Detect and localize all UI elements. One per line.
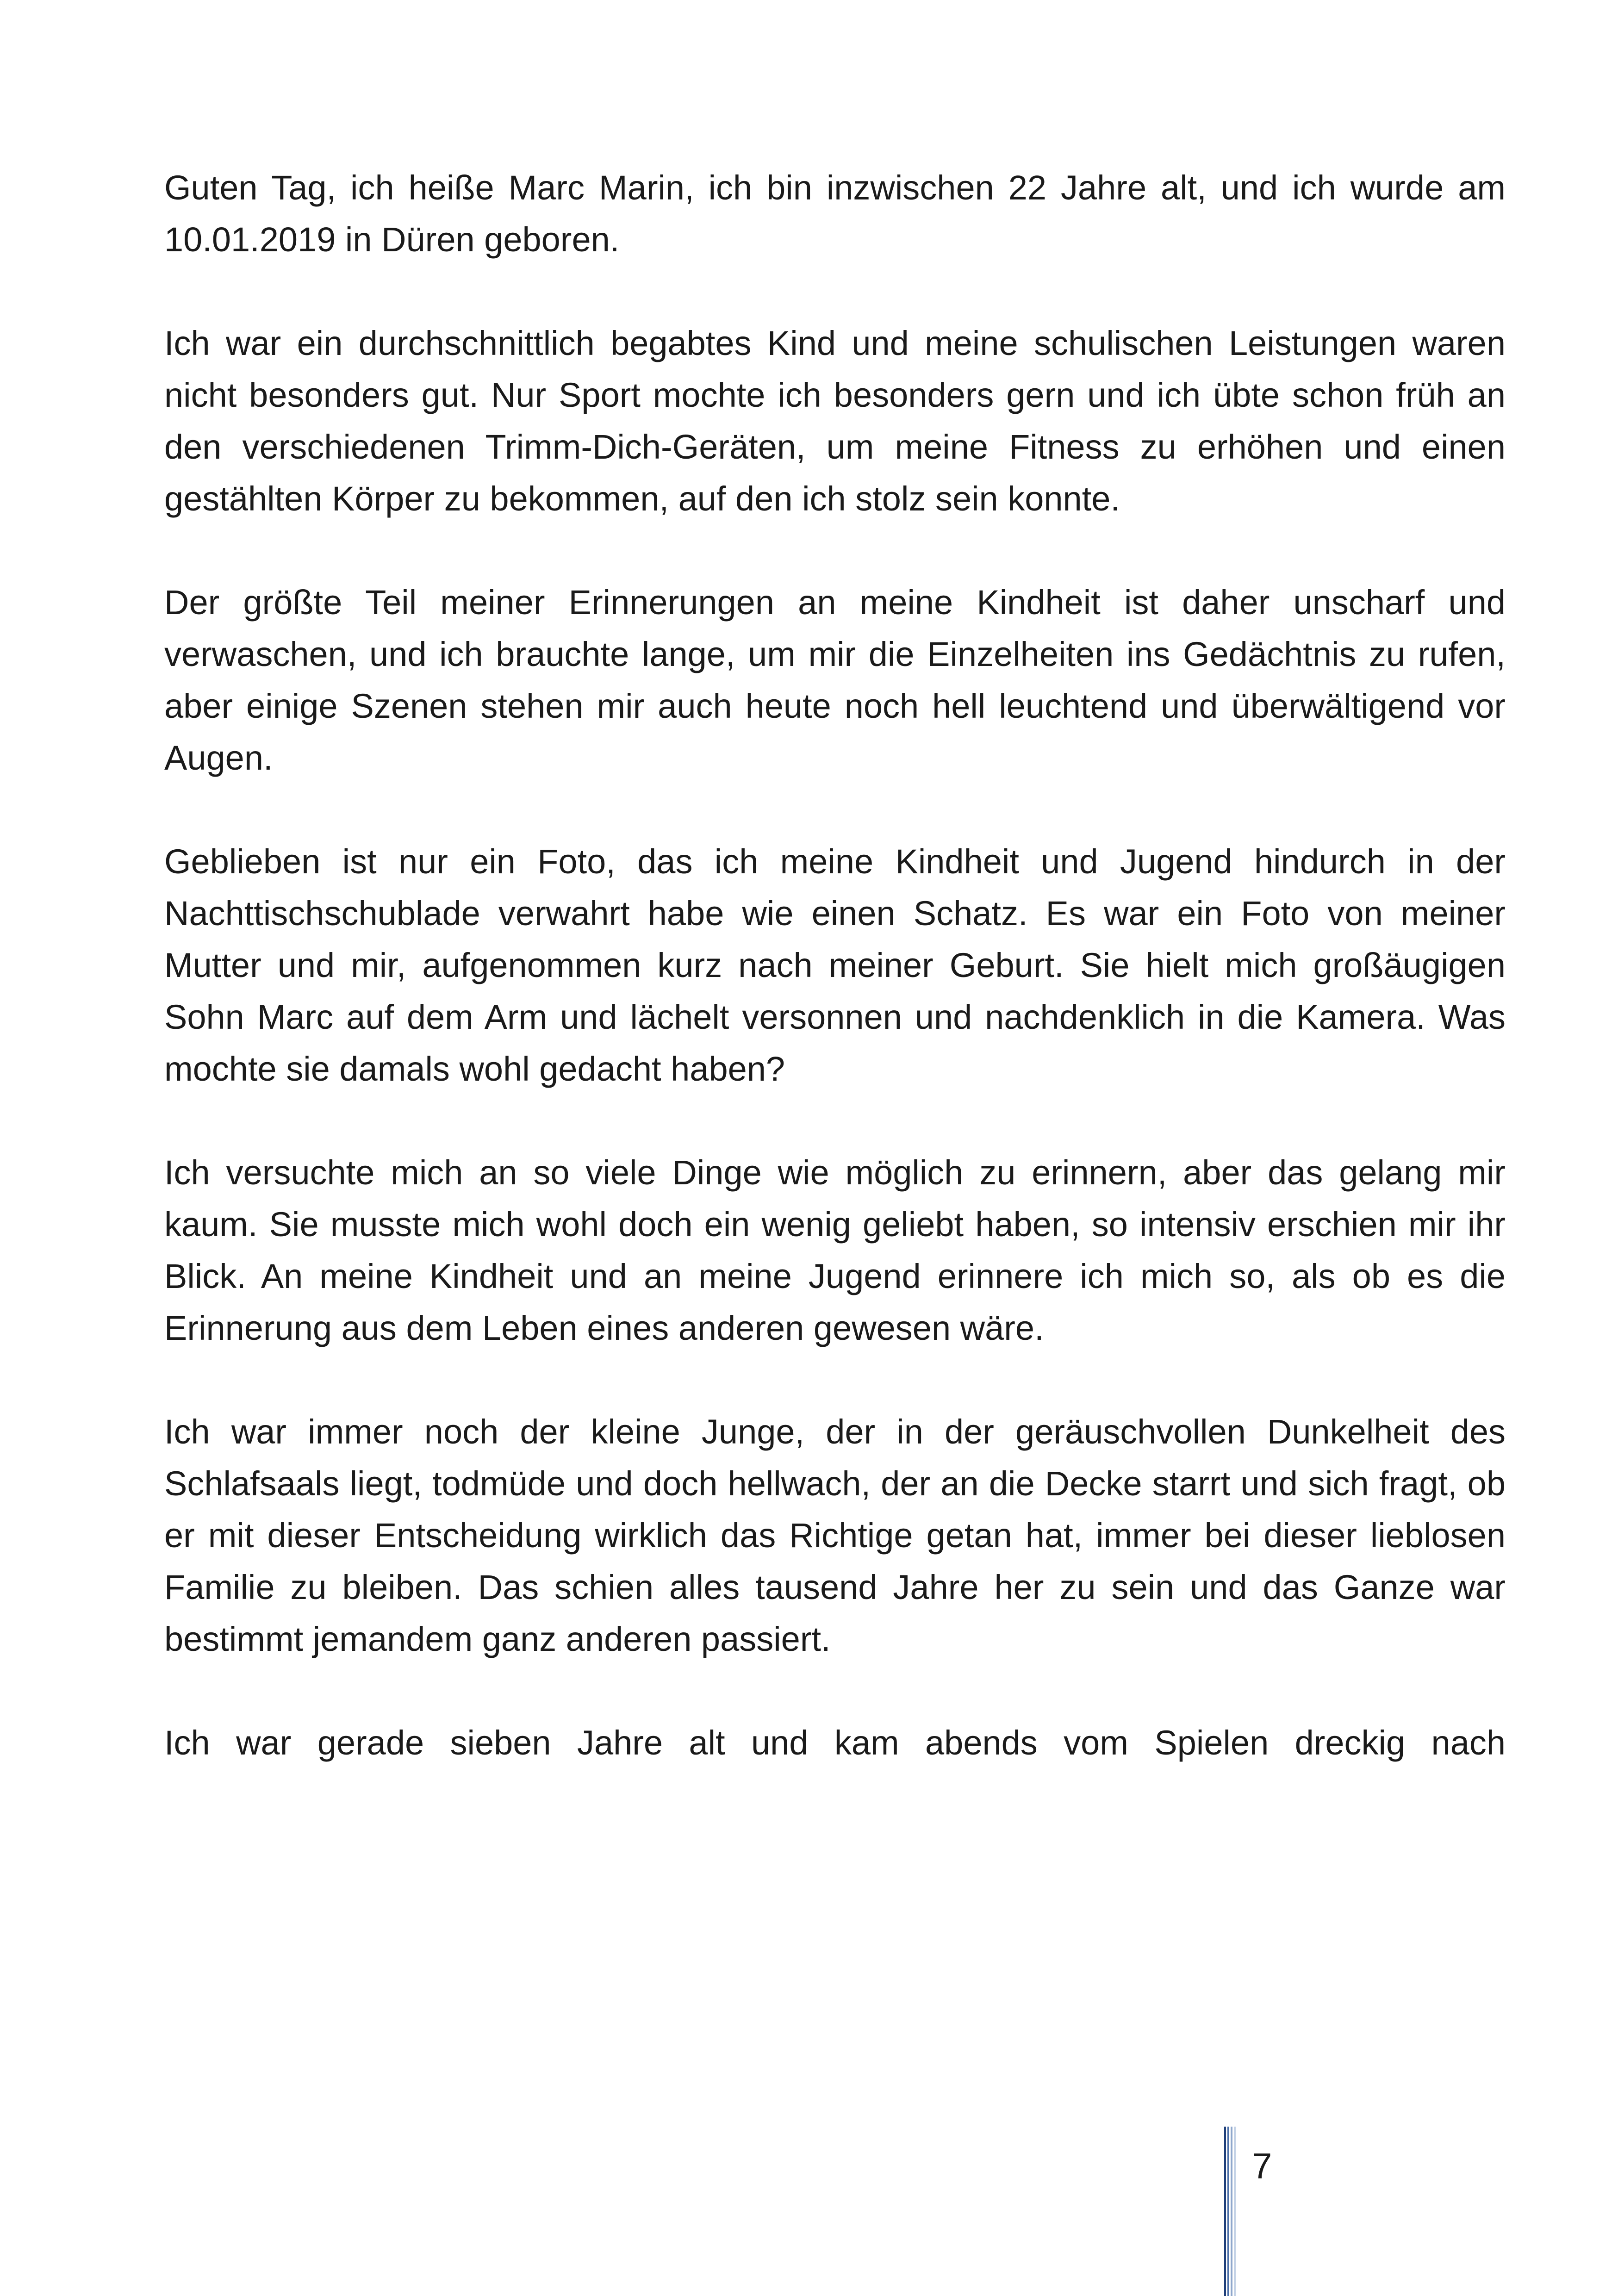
paragraph: Ich versuchte mich an so viele Dinge wie möglich zu erinnern, aber das gelang mir kaum. Sie musste mich wohl doch ein wenig geliebt haben, so intensiv erschien mir ihr Blick. An meine Kindheit und an meine Jugend erinnere ich mich so, als ob es die Erinnerung aus dem Leben eines anderen gewesen wäre. bbox=[164, 1153, 1506, 1347]
paragraph: Ich war immer noch der kleine Junge, der in der geräuschvollen Dunkelheit des Schlafsaals liegt, todmüde und doch hellwach, der an die Decke starrt und sich fragt, ob er mit dieser Entscheidung wirklich das Richtige getan hat, immer bei dieser lieblosen Familie zu bleiben. Das schien alles tausend Jahre her zu sein und das Ganze war bestimmt jemandem ganz anderen passiert. bbox=[164, 1412, 1506, 1658]
page-number-rule bbox=[1224, 2127, 1236, 2296]
paragraph: Geblieben ist nur ein Foto, das ich meine Kindheit und Jugend hindurch in der Nachttischschublade verwahrt habe wie einen Schatz. Es war ein Foto von meiner Mutter und mir, aufgenommen kurz nach meiner Geburt. Sie hielt mich großäugigen Sohn Marc auf dem Arm und lächelt versonnen und nachdenklich in die Kamera. Was mochte sie damals wohl gedacht haben? bbox=[164, 842, 1506, 1088]
paragraph-continued: Ich war gerade sieben Jahre alt und kam abends vom Spielen dreckig nach bbox=[164, 1724, 1506, 1762]
paragraph: Ich war ein durchschnittlich begabtes Kind und meine schulischen Leistungen waren nicht besonders gut. Nur Sport mochte ich besonders gern und ich übte schon früh an den verschiedenen Trimm-Dich-Geräten, um meine Fitness zu erhöhen und einen gestählten Körper zu bekommen, auf den ich stolz sein konnte. bbox=[164, 324, 1506, 518]
body-text bbox=[164, 162, 1506, 1769]
paragraph: Guten Tag, ich heiße Marc Marin, ich bin inzwischen 22 Jahre alt, und ich wurde am 10.01.2019 in Düren geboren. bbox=[164, 168, 1506, 259]
page-number: 7 bbox=[1252, 2146, 1272, 2186]
paragraph: Der größte Teil meiner Erinnerungen an meine Kindheit ist daher unscharf und verwaschen, und ich brauchte lange, um mir die Einzelheiten ins Gedächtnis zu rufen, aber einige Szenen stehen mir auch heute noch hell leuchtend und überwältigend vor Augen. bbox=[164, 583, 1506, 777]
